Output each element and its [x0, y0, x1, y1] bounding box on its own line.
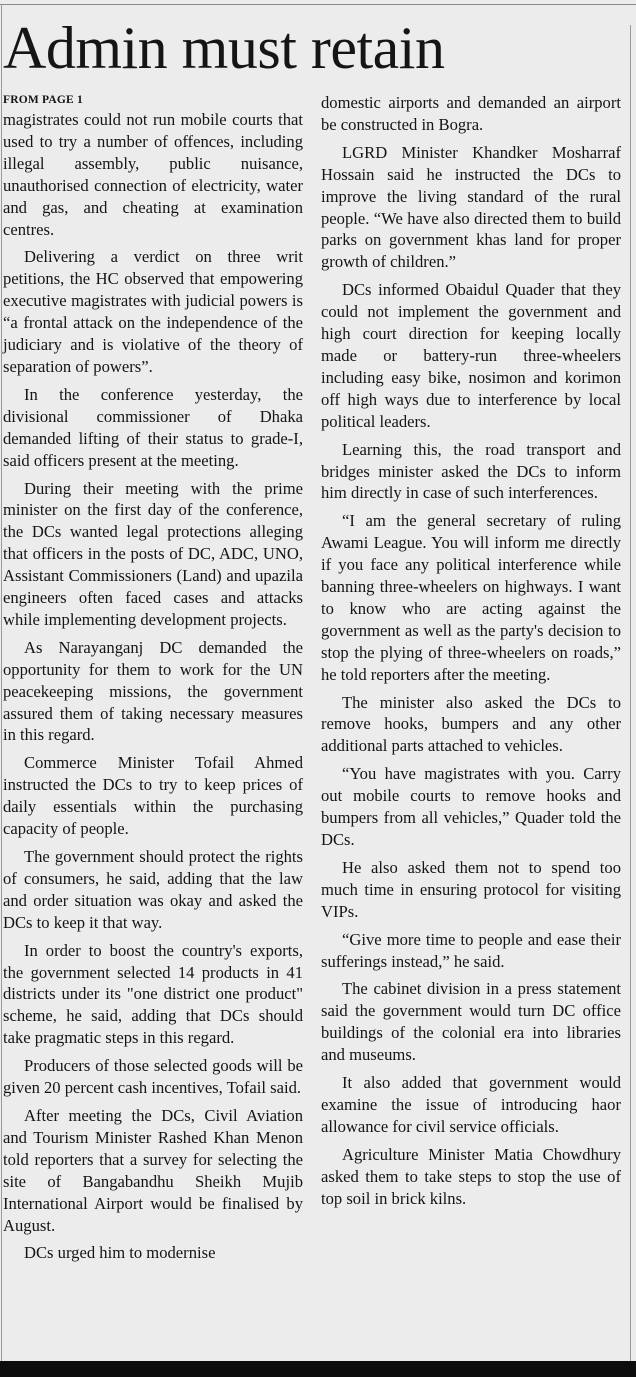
paragraph: The minister also asked the DCs to remove hooks, bumpers and any other additional parts attached to vehicles. — [321, 692, 621, 756]
paragraph: Commerce Minister Tofail Ahmed instructed the DCs to try to keep prices of daily essentials within the purchasing capacity of people. — [3, 753, 303, 839]
paragraph: He also asked them not to spend too much time in ensuring protocol for visiting VIPs. — [321, 857, 621, 921]
bottom-border-bar — [0, 1361, 636, 1377]
paragraph: Agriculture Minister Matia Chowdhury asked them to take steps to stop the use of top soil in brick kilns. — [321, 1144, 621, 1208]
paragraph: domestic airports and demanded an airport be constructed in Bogra. — [321, 93, 621, 134]
kicker: FROM PAGE 1 — [3, 94, 83, 106]
paragraph: “Give more time to people and ease their sufferings instead,” he said. — [321, 929, 621, 971]
paragraph: DCs informed Obaidul Quader that they could not implement the government and high court direction for keeping locally made or battery-run three-wheelers including easy bike, nosimon and korimon off high ways due to interference by local political leaders. — [321, 280, 621, 431]
paragraph: During their meeting with the prime minister on the first day of the conference, the DCs wanted legal protections alleging that officers in the posts of DC, ADC, UNO, Assistant Commissioners (Land) and upazila engineers often faced cases and attacks while implementing development projects. — [3, 478, 303, 629]
paragraph: “I am the general secretary of ruling Awami League. You will inform me directly if you face any political interference while banning three-wheelers on highways. I want to know who are acting against the government as well as the party's decision to stop the plying of three-wheelers on roads,” he told reporters after the meeting. — [321, 511, 621, 684]
right-column — [321, 92, 621, 1216]
right-column-rule — [630, 25, 631, 1365]
top-rule — [0, 4, 636, 5]
paragraph: In the conference yesterday, the divisional commissioner of Dhaka demanded lifting of their status to grade-I, said officers present at the meeting. — [3, 384, 303, 470]
headline: Admin must retain — [3, 15, 445, 81]
paragraph: LGRD Minister Khandker Mosharraf Hossain said he instructed the DCs to improve the living standard of the rural people. “We have also directed them to build parks on government khas land for proper growth of children.” — [321, 142, 621, 272]
paragraph: The government should protect the rights of consumers, he said, adding that the law and order situation was okay and asked the DCs to keep it that way. — [3, 847, 303, 932]
paragraph: Producers of those selected goods will be given 20 percent cash incentives, Tofail said. — [3, 1056, 303, 1098]
left-column — [3, 92, 303, 1270]
paragraph: It also added that government would examine the issue of introducing haor allowance for civil service officials. — [321, 1073, 621, 1136]
paragraph: As Narayanganj DC demanded the opportunity for them to work for the UN peacekeeping missions, the government assured them of taking necessary measures in this regard. — [3, 637, 303, 745]
paragraph: The cabinet division in a press statement said the government would turn DC office buildings of the colonial era into libraries and museums. — [321, 979, 621, 1065]
paragraph: In order to boost the country's exports, the government selected 14 products in 41 districts under its "one district one product" scheme, he said, adding that DCs should take pragmatic steps in this regard. — [3, 940, 303, 1048]
paragraph: Learning this, the road transport and bridges minister asked the DCs to inform him directly in case of such interferences. — [321, 439, 621, 503]
paragraph: After meeting the DCs, Civil Aviation and Tourism Minister Rashed Khan Menon told reporters that a survey for selecting the site of Bangabandhu Sheikh Mujib International Airport would be finalised by August. — [3, 1105, 303, 1235]
paragraph: magistrates could not run mobile courts that used to try a number of offences, including illegal assembly, public nuisance, unauthorised connection of electricity, water and gas, and cheating at examination centres. — [3, 110, 303, 239]
paragraph: Delivering a verdict on three writ petitions, the HC observed that empowering executive magistrates with judicial powers is “a frontal attack on the independence of the judiciary and is violative of the theory of separation of powers”. — [3, 247, 303, 376]
paragraph: DCs urged him to modernise — [24, 1243, 216, 1263]
paragraph: “You have magistrates with you. Carry out mobile courts to remove hooks and bumpers from all vehicles,” Quader told the DCs. — [321, 764, 621, 849]
left-column-rule — [1, 4, 2, 1364]
